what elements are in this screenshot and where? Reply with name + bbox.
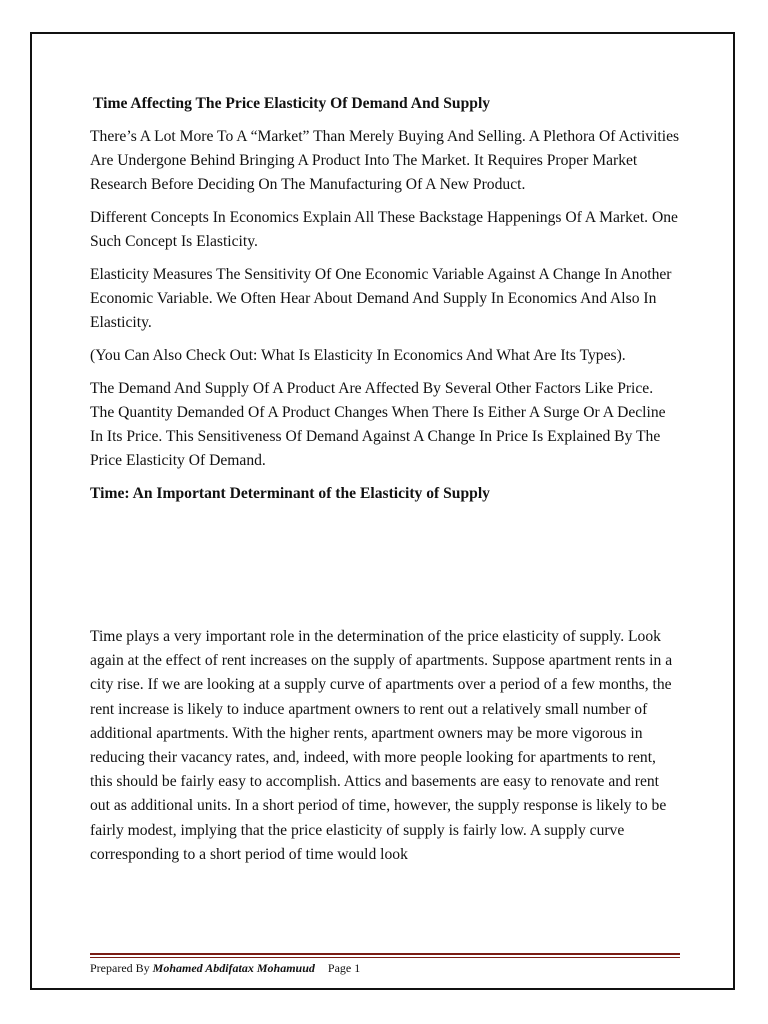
footer-prepared-by: Prepared By <box>90 961 150 975</box>
footer-rule-thick <box>90 953 680 955</box>
paragraph-4: (You Can Also Check Out: What Is Elasticity In Economics And What Are Its Types). <box>90 347 626 364</box>
paragraph-3: Elasticity Measures The Sensitivity Of One Economic Variable Against A Change In Another Economic Variable. We Often Hear About Demand And Supply In Economics And Also In Elasticity. <box>90 266 672 331</box>
document-title: Time Affecting The Price Elasticity Of Demand And Supply <box>93 95 491 112</box>
body-paragraph: Time plays a very important role in the determination of the price elasticity of supply. Look again at the effect of rent increases on the supply of apartments. Suppose apartment rents in a city rise. If we are looking at a supply curve of apartments over a period of a few months, the rent increase is likely to induce apartment owners to rent out a relatively small number of additional apartments. With the higher rents, apartment owners may be more vigorous in reducing their vacancy rates, and, indeed, with more people looking for apartments to rent, this should be fairly easy to accomplish. Attics and basements are easy to renovate and rent out as additional units. In a short period of time, however, the supply response is likely to be fairly modest, implying that the price elasticity of supply is fairly low. A supply curve corresponding to a short period of time would look <box>90 628 673 863</box>
paragraph-2: Different Concepts In Economics Explain All These Backstage Happenings Of A Market. One Such Concept Is Elasticity. <box>90 209 678 250</box>
page-footer <box>90 961 360 976</box>
section-subheading: Time: An Important Determinant of the Elasticity of Supply <box>90 485 490 502</box>
document-content <box>90 92 680 506</box>
footer-rule-thin <box>90 957 680 958</box>
paragraph-5: The Demand And Supply Of A Product Are Affected By Several Other Factors Like Price. The Quantity Demanded Of A Product Changes When There Is Either A Surge Or A Decline In Its Price. This Sensitiveness Of Demand Against A Change In Price Is Explained By The Price Elasticity Of Demand. <box>90 380 666 469</box>
footer-author: Mohamed Abdifatax Mohamuud <box>152 961 315 975</box>
paragraph-1: There’s A Lot More To A “Market” Than Merely Buying And Selling. A Plethora Of Activities Are Undergone Behind Bringing A Product Into The Market. It Requires Proper Market Research Before Deciding On The Manufacturing Of A New Product. <box>90 128 680 193</box>
footer-page-number: Page 1 <box>327 961 361 975</box>
